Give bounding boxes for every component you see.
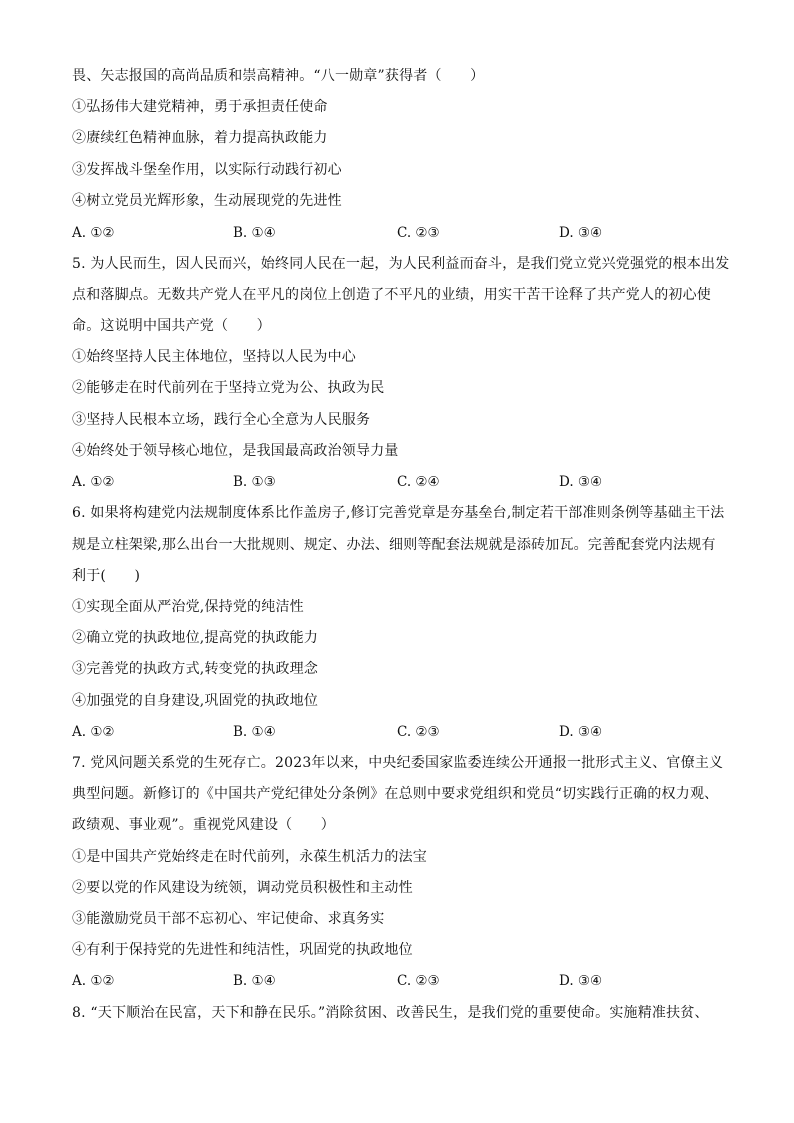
q5-stem-line-1: 5. 为人民而生，因人民而兴，始终同人民在一起，为人民利益而奋斗，是我们党立党兴党强党的根本出发: [72, 256, 730, 272]
q6-option-c[interactable]: C. ②③: [397, 724, 440, 740]
q5-statement-2: ②能够走在时代前列在于坚持立党为公、执政为民: [72, 380, 385, 396]
q7-stem-line-2: 典型问题。新修订的《中国共产党纪律处分条例》在总则中要求党组织和党员“切实践行正确的权力观、: [72, 786, 719, 802]
q6-option-b[interactable]: B. ①④: [233, 724, 276, 740]
q4-option-b[interactable]: B. ①④: [233, 225, 276, 241]
q5-stem-line-2: 点和落脚点。无数共产党人在平凡的岗位上创造了不平凡的业绩，用实干苦干诠释了共产党人的初心使: [72, 287, 711, 303]
q4-option-c[interactable]: C. ②③: [397, 225, 440, 241]
q7-statement-4: ④有利于保持党的先进性和纯洁性，巩固党的执政地位: [72, 942, 413, 958]
q5-options: [72, 472, 732, 492]
q6-option-d[interactable]: D. ③④: [559, 724, 603, 740]
q7-options: [72, 971, 732, 991]
q6-option-a[interactable]: A. ①②: [72, 724, 115, 740]
q6-options: [72, 722, 732, 742]
q7-option-b[interactable]: B. ①④: [233, 973, 276, 989]
q7-statement-1: ①是中国共产党始终走在时代前列，永葆生机活力的法宝: [72, 849, 427, 865]
q7-option-a[interactable]: A. ①②: [72, 973, 115, 989]
q5-option-a[interactable]: A. ①②: [72, 474, 115, 490]
q6-statement-3: ③完善党的执政方式,转变党的执政理念: [72, 661, 319, 677]
q4-statement-2: ②赓续红色精神血脉，着力提高执政能力: [72, 130, 328, 146]
q6-statement-2: ②确立党的执政地位,提高党的执政能力: [72, 630, 319, 646]
q7-stem-line-1: 7. 党风问题关系党的生死存亡。2023年以来，中央纪委国家监委连续公开通报一批形式主义、官僚主义: [72, 755, 724, 771]
q5-statement-4: ④始终处于领导核心地位，是我国最高政治领导力量: [72, 443, 399, 459]
q7-stem-line-3: 政绩观、事业观”。重视党风建设（ ）: [72, 817, 335, 833]
q7-option-c[interactable]: C. ②③: [397, 973, 440, 989]
q4-statement-1: ①弘扬伟大建党精神，勇于承担责任使命: [72, 99, 328, 115]
q4-statement-4: ④树立党员光辉形象，生动展现党的先进性: [72, 193, 342, 209]
q6-stem-line-1: 6. 如果将构建党内法规制度体系比作盖房子,修订完善党章是夯基垒台,制定若干部准则条例等基础主干法: [72, 505, 725, 521]
q5-stem-line-3: 命。这说明中国共产党（ ）: [72, 318, 271, 334]
q5-option-b[interactable]: B. ①③: [233, 474, 276, 490]
q6-statement-4: ④加强党的自身建设,巩固党的执政地位: [72, 693, 319, 709]
q6-stem-line-3: 利于( ): [72, 568, 141, 584]
q7-statement-3: ③能激励党员干部不忘初心、牢记使命、求真务实: [72, 911, 385, 927]
q4-option-a[interactable]: A. ①②: [72, 225, 115, 241]
q7-statement-2: ②要以党的作风建设为统领，调动党员积极性和主动性: [72, 880, 413, 896]
q6-statement-1: ①实现全面从严治党,保持党的纯洁性: [72, 599, 304, 615]
q5-option-c[interactable]: C. ②④: [397, 474, 440, 490]
q5-statement-3: ③坚持人民根本立场，践行全心全意为人民服务: [72, 412, 371, 428]
q6-stem-line-2: 规是立柱架梁,那么出台一大批规则、规定、办法、细则等配套法规就是添砖加瓦。完善配套党内法规有: [72, 537, 716, 553]
q4-statement-3: ③发挥战斗堡垒作用，以实际行动践行初心: [72, 162, 342, 178]
q4-stem-line: 畏、矢志报国的高尚品质和崇高精神。“八一勋章”获得者（ ）: [72, 68, 485, 84]
q5-statement-1: ①始终坚持人民主体地位，坚持以人民为中心: [72, 349, 356, 365]
q4-option-d[interactable]: D. ③④: [559, 225, 603, 241]
q8-stem-line-1: 8. “天下顺治在民富，天下和静在民乐。”消除贫困、改善民生，是我们党的重要使命。实施精准扶贫、: [72, 1005, 709, 1021]
q7-option-d[interactable]: D. ③④: [559, 973, 603, 989]
q5-option-d[interactable]: D. ③④: [559, 474, 603, 490]
q4-options: [72, 223, 732, 243]
